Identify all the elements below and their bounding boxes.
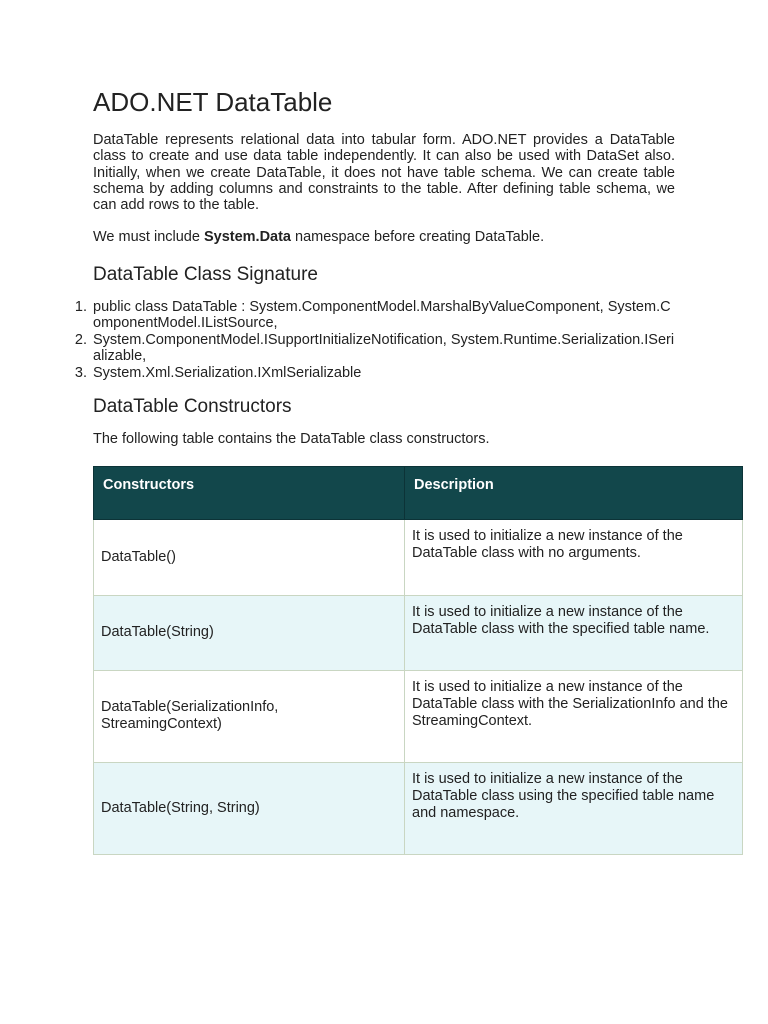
intro-paragraph: DataTable represents relational data into tabular form. ADO.NET provides a DataTable class to create and use data table independently. It can also be used with DataSet also. Initially, when we create DataTable, it does not have table schema. We can create table schema by adding columns and constraints to the table. After defining table schema, we can add rows to the table. bbox=[93, 132, 675, 214]
constructors-table bbox=[93, 466, 743, 855]
signature-code-list bbox=[74, 298, 675, 382]
line-number: 3. bbox=[74, 364, 87, 381]
signature-line bbox=[74, 331, 675, 365]
signature-line bbox=[74, 298, 675, 332]
constructor-cell: DataTable(String, String) bbox=[94, 762, 405, 854]
line-number: 2. bbox=[74, 331, 87, 348]
signature-text: System.Xml.Serialization.IXmlSerializable bbox=[93, 364, 362, 381]
namespace-note-before: We must include bbox=[93, 229, 204, 246]
signature-heading: DataTable Class Signature bbox=[93, 263, 318, 285]
page-title: ADO.NET DataTable bbox=[93, 87, 333, 117]
constructor-cell: DataTable(SerializationInfo, StreamingContext) bbox=[94, 670, 405, 762]
description-cell: It is used to initialize a new instance of the DataTable class with the SerializationInfo and the StreamingContext. bbox=[405, 670, 743, 762]
description-cell: It is used to initialize a new instance of the DataTable class using the specified table name and namespace. bbox=[405, 762, 743, 854]
namespace-note bbox=[93, 229, 675, 245]
table-row bbox=[94, 762, 743, 854]
constructors-heading: DataTable Constructors bbox=[93, 396, 292, 418]
description-cell: It is used to initialize a new instance of the DataTable class with no arguments. bbox=[405, 519, 743, 595]
description-cell: It is used to initialize a new instance of the DataTable class with the specified table name. bbox=[405, 595, 743, 670]
line-number: 1. bbox=[74, 298, 87, 315]
signature-line bbox=[74, 364, 675, 382]
signature-text: System.ComponentModel.ISupportInitializeNotification, System.Runtime.Serialization.ISerializable, bbox=[93, 331, 675, 365]
table-row bbox=[94, 595, 743, 670]
table-header-row bbox=[94, 466, 743, 519]
namespace-name: System.Data bbox=[203, 229, 291, 246]
namespace-note-after: namespace before creating DataTable. bbox=[291, 229, 545, 246]
table-row bbox=[94, 670, 743, 762]
table-row bbox=[94, 519, 743, 595]
column-header-description: Description bbox=[405, 466, 743, 519]
constructor-cell: DataTable(String) bbox=[94, 595, 405, 670]
signature-text: public class DataTable : System.ComponentModel.MarshalByValueComponent, System.ComponentModel.IListSource, bbox=[93, 298, 671, 332]
constructor-cell: DataTable() bbox=[94, 519, 405, 595]
column-header-constructors: Constructors bbox=[94, 466, 405, 519]
constructors-intro: The following table contains the DataTable class constructors. bbox=[93, 431, 490, 448]
document-page bbox=[74, 84, 743, 855]
